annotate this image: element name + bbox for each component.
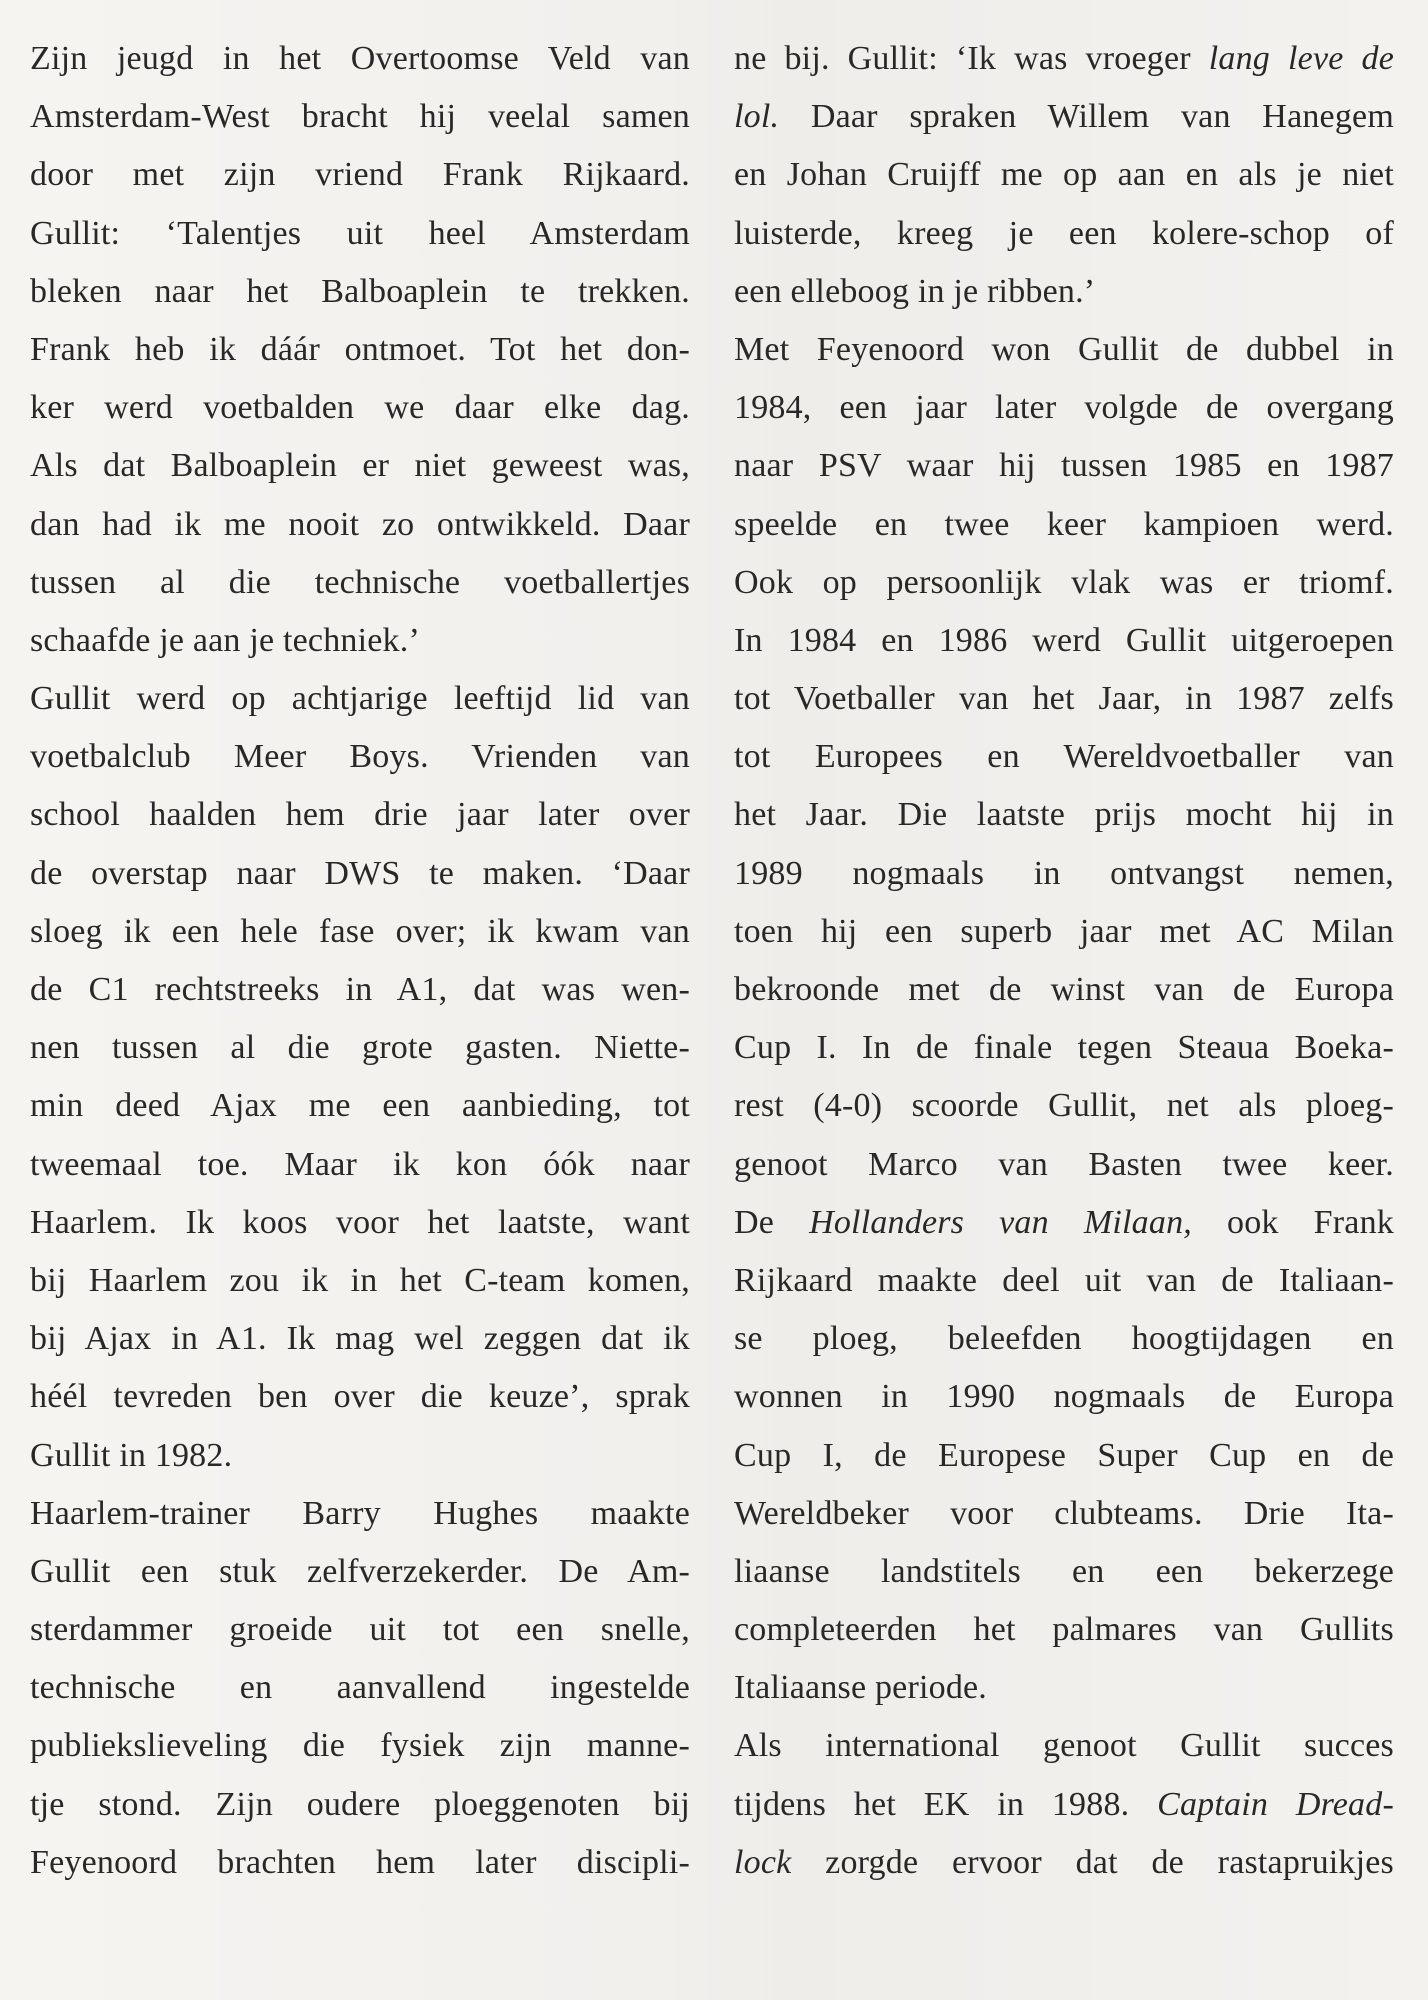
text-run: speelde en twee keer kampioen werd. <box>734 505 1394 543</box>
text-line: Feyenoord brachten hem later discipli- <box>30 1843 690 1881</box>
text-line <box>734 30 1394 88</box>
text-line: Gullit werd op achtjarige leeftijd lid van <box>30 680 690 718</box>
text-run: Als international genoot Gullit succes <box>734 1727 1394 1765</box>
text-line: Als dat Balboaplein er niet geweest was, <box>30 447 690 485</box>
text-line <box>734 1077 1394 1135</box>
text-line <box>734 728 1394 786</box>
italic-text: lol. <box>734 98 780 136</box>
text-line: technische en aanvallend ingestelde <box>30 1669 690 1707</box>
italic-text: Hollanders van Milaan, <box>809 1203 1192 1241</box>
text-line <box>734 612 1394 670</box>
text-run: Daar spraken Willem van Hanegem <box>779 98 1394 136</box>
text-run: rest (4-0) scoorde Gullit, net als ploeg- <box>734 1087 1394 1125</box>
text-run: wonnen in 1990 nogmaals de Europa <box>734 1378 1394 1416</box>
text-line: door met zijn vriend Frank Rijkaard. <box>30 156 690 194</box>
text-line <box>734 1019 1394 1077</box>
text-run: completeerden het palmares van Gullits <box>734 1611 1394 1649</box>
text-line <box>734 1659 1394 1717</box>
text-run: bekroonde met de winst van de Europa <box>734 971 1394 1008</box>
text-run: ne bij. Gullit: ‘Ik was vroeger <box>734 40 1209 77</box>
text-line: bij Ajax in A1. Ik mag wel zeggen dat ik <box>30 1320 690 1358</box>
text-run: Met Feyenoord won Gullit de dubbel in <box>734 330 1394 368</box>
text-run: In 1984 en 1986 werd Gullit uitgeroepen <box>734 621 1394 659</box>
text-run: naar PSV waar hij tussen 1985 en 1987 <box>734 447 1394 485</box>
text-line: Gullit een stuk zelfverzekerder. De Am- <box>30 1552 690 1590</box>
text-run: Wereldbeker voor clubteams. Drie Ita- <box>734 1494 1394 1532</box>
text-run: een elleboog in je ribben.’ <box>734 272 1096 310</box>
text-line <box>734 1485 1394 1543</box>
text-line <box>734 845 1394 903</box>
text-line: voetbalclub Meer Boys. Vrienden van <box>30 738 690 776</box>
text-line <box>734 1310 1394 1368</box>
text-line: min deed Ajax me een aanbieding, tot <box>30 1087 690 1125</box>
text-line: Haarlem-trainer Barry Hughes maakte <box>30 1494 690 1532</box>
text-line: publiekslieveling die fysiek zijn manne- <box>30 1727 690 1765</box>
text-line: de overstap naar DWS te maken. ‘Daar <box>30 854 690 892</box>
text-run: De <box>734 1203 810 1241</box>
text-line: Haarlem. Ik koos voor het laatste, want <box>30 1203 690 1241</box>
text-line: schaafde je aan je techniek.’ <box>30 621 420 659</box>
text-line <box>734 263 1394 321</box>
text-line <box>734 437 1394 495</box>
text-run: se ploeg, beleefden hoogtijdagen en <box>734 1320 1394 1358</box>
left-text-column <box>30 30 690 1892</box>
text-line: Frank heb ik dáár ontmoet. Tot het don- <box>30 330 690 368</box>
italic-text: Captain Dread- <box>1157 1785 1394 1823</box>
text-line <box>734 496 1394 554</box>
text-run: tijdens het EK in 1988. <box>734 1785 1158 1823</box>
italic-text: lang leve de <box>1208 40 1395 77</box>
text-line <box>734 786 1394 844</box>
text-line <box>734 1717 1394 1775</box>
text-line <box>734 1194 1394 1252</box>
text-run: toen hij een superb jaar met AC Milan <box>734 912 1394 950</box>
text-run: liaanse landstitels en een bekerzege <box>734 1552 1394 1590</box>
text-line <box>734 554 1394 612</box>
text-run: tot Europees en Wereldvoetballer van <box>734 738 1394 776</box>
text-line: de C1 rechtstreeks in A1, dat was wen- <box>30 971 690 1008</box>
text-line: tje stond. Zijn oudere ploeggenoten bij <box>30 1785 690 1823</box>
text-line: bleken naar het Balboaplein te trekken. <box>30 272 690 310</box>
text-run: Italiaanse periode. <box>734 1669 988 1707</box>
text-line <box>734 1427 1394 1485</box>
text-line <box>734 1252 1394 1310</box>
text-line <box>734 205 1394 263</box>
text-line: bij Haarlem zou ik in het C-team komen, <box>30 1261 690 1299</box>
text-line <box>734 1776 1394 1834</box>
text-line <box>734 1543 1394 1601</box>
text-line: Amsterdam-West bracht hij veelal samen <box>30 98 690 136</box>
text-line: ker werd voetbalden we daar elke dag. <box>30 389 690 427</box>
text-run: genoot Marco van Basten twee keer. <box>734 1145 1394 1183</box>
text-line: Gullit in 1982. <box>30 1436 233 1474</box>
text-run: 1984, een jaar later volgde de overgang <box>734 389 1394 427</box>
text-line <box>734 1834 1394 1892</box>
text-run: Ook op persoonlijk vlak was er triomf. <box>734 563 1394 601</box>
text-run: Rijkaard maakte deel uit van de Italiaan- <box>734 1261 1394 1299</box>
text-line: nen tussen al die grote gasten. Niette- <box>30 1029 690 1067</box>
text-run: tot Voetballer van het Jaar, in 1987 zelfs <box>734 680 1394 718</box>
text-line: tweemaal toe. Maar ik kon óók naar <box>30 1145 690 1183</box>
text-run: luisterde, kreeg je een kolere-schop of <box>734 214 1394 252</box>
text-line <box>734 961 1394 1019</box>
text-line <box>734 379 1394 437</box>
text-line <box>734 903 1394 961</box>
text-run: 1989 nogmaals in ontvangst nemen, <box>734 854 1394 892</box>
text-line <box>734 670 1394 728</box>
text-run: zorgde ervoor dat de rastapruikjes <box>791 1843 1394 1881</box>
text-run: Cup I. In de finale tegen Steaua Boeka- <box>734 1029 1394 1067</box>
text-line <box>734 321 1394 379</box>
text-line: tussen al die technische voetballertjes <box>30 563 690 601</box>
text-line <box>734 1136 1394 1194</box>
text-line: sterdammer groeide uit tot een snelle, <box>30 1611 690 1649</box>
text-line: héél tevreden ben over die keuze’, sprak <box>30 1378 690 1416</box>
text-line: Gullit: ‘Talentjes uit heel Amsterdam <box>30 214 690 252</box>
text-run: ook Frank <box>1191 1203 1394 1241</box>
text-line: school haalden hem drie jaar later over <box>30 796 690 834</box>
text-run: en Johan Cruijff me op aan en als je niet <box>734 156 1394 194</box>
text-line <box>734 146 1394 204</box>
text-line <box>734 1601 1394 1659</box>
text-line <box>734 88 1394 146</box>
text-line <box>734 1368 1394 1426</box>
text-line: sloeg ik een hele fase over; ik kwam van <box>30 912 690 950</box>
text-line: dan had ik me nooit zo ontwikkeld. Daar <box>30 505 690 543</box>
italic-text: lock <box>734 1843 792 1881</box>
text-run: Cup I, de Europese Super Cup en de <box>734 1436 1394 1474</box>
right-text-column <box>734 30 1394 1892</box>
text-line: Zijn jeugd in het Overtoomse Veld van <box>30 40 690 77</box>
text-run: het Jaar. Die laatste prijs mocht hij in <box>734 796 1394 834</box>
